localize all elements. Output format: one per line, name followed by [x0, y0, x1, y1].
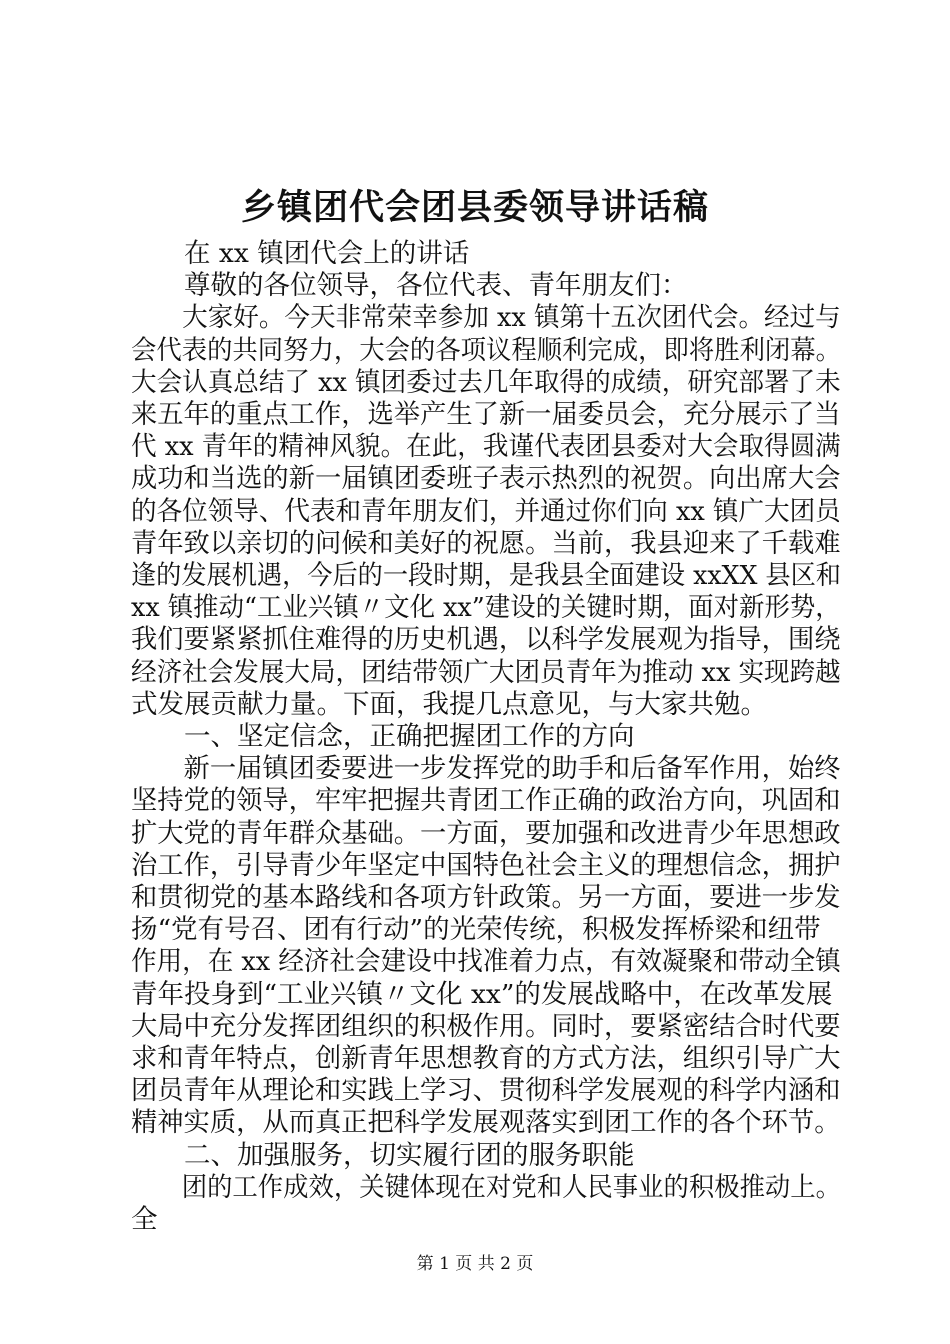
text-line: 新一届镇团委要进一步发挥党的助手和后备军作用，始终: [131, 753, 841, 785]
text-line: 尊敬的各位领导，各位代表、青年朋友们：: [131, 270, 688, 302]
text-line: 和贯彻党的基本路线和各项方针政策。另一方面，要进一步发: [131, 882, 841, 914]
text-line: 代 xx 青年的精神风貌。在此，我谨代表团县委对大会取得圆满: [131, 431, 841, 463]
text-line: 的各位领导、代表和青年朋友们，并通过你们向 xx 镇广大团员: [131, 495, 841, 527]
text-line: 在 xx 镇团代会上的讲话: [131, 238, 470, 269]
text-line: 团的工作成效，关键体现在对党和人民事业的积极推动上。: [131, 1171, 841, 1203]
text-line: 会代表的共同努力，大会的各项议程顺利完成，即将胜利闭幕。: [131, 334, 841, 366]
text-line: 求和青年特点，创新青年思想教育的方式方法，组织引导广大: [131, 1043, 841, 1075]
text-line: 精神实质，从而真正把科学发展观落实到团工作的各个环节。: [131, 1107, 841, 1139]
text-line: 大会认真总结了 xx 镇团委过去几年取得的成绩，研究部署了未: [131, 366, 841, 398]
page-footer: 第 1 页 共 2 页: [416, 1254, 534, 1274]
text-line: 大局中充分发挥团组织的积极作用。同时，要紧密结合时代要: [131, 1010, 841, 1042]
text-line: 治工作，引导青少年坚定中国特色社会主义的理想信念，拥护: [131, 849, 841, 881]
text-line: 青年致以亲切的问候和美好的祝愿。当前，我县迎来了千载难: [131, 527, 841, 559]
text-line: 青年投身到“工业兴镇〃文化 xx”的发展战略中，在改革发展: [131, 978, 833, 1010]
text-line: 式发展贡献力量。下面，我提几点意见，与大家共勉。: [131, 688, 767, 720]
text-line: 二、加强服务，切实履行团的服务职能: [131, 1139, 635, 1171]
text-line: 一、坚定信念，正确把握团工作的方向: [131, 721, 635, 753]
text-line: 扩大党的青年群众基础。一方面，要加强和改进青少年思想政: [131, 817, 841, 849]
document-body: [131, 238, 841, 1236]
text-line: 经济社会发展大局，团结带领广大团员青年为推动 xx 实现跨越: [131, 656, 841, 688]
text-line: 扬“党有号召、团有行动”的光荣传统，积极发挥桥梁和纽带: [131, 914, 821, 946]
document-title: 乡镇团代会团县委领导讲话稿: [240, 187, 709, 228]
text-line: 全: [131, 1204, 158, 1236]
text-line: 作用，在 xx 经济社会建设中找准着力点，有效凝聚和带动全镇: [131, 946, 841, 978]
text-line: 逢的发展机遇，今后的一段时期，是我县全面建设 xxXX 县区和: [131, 560, 841, 592]
text-line: 大家好。今天非常荣幸参加 xx 镇第十五次团代会。经过与: [131, 302, 841, 334]
text-line: 成功和当选的新一届镇团委班子表示热烈的祝贺。向出席大会: [131, 463, 841, 495]
text-line: 团员青年从理论和实践上学习、贯彻科学发展观的科学内涵和: [131, 1075, 841, 1107]
text-line: 坚持党的领导，牢牢把握共青团工作正确的政治方向，巩固和: [131, 785, 841, 817]
text-line: 我们要紧紧抓住难得的历史机遇，以科学发展观为指导，围绕: [131, 624, 841, 656]
text-line: xx 镇推动“工业兴镇〃文化 xx”建设的关键时期，面对新形势，: [131, 592, 841, 624]
text-line: 来五年的重点工作，选举产生了新一届委员会，充分展示了当: [131, 399, 841, 431]
